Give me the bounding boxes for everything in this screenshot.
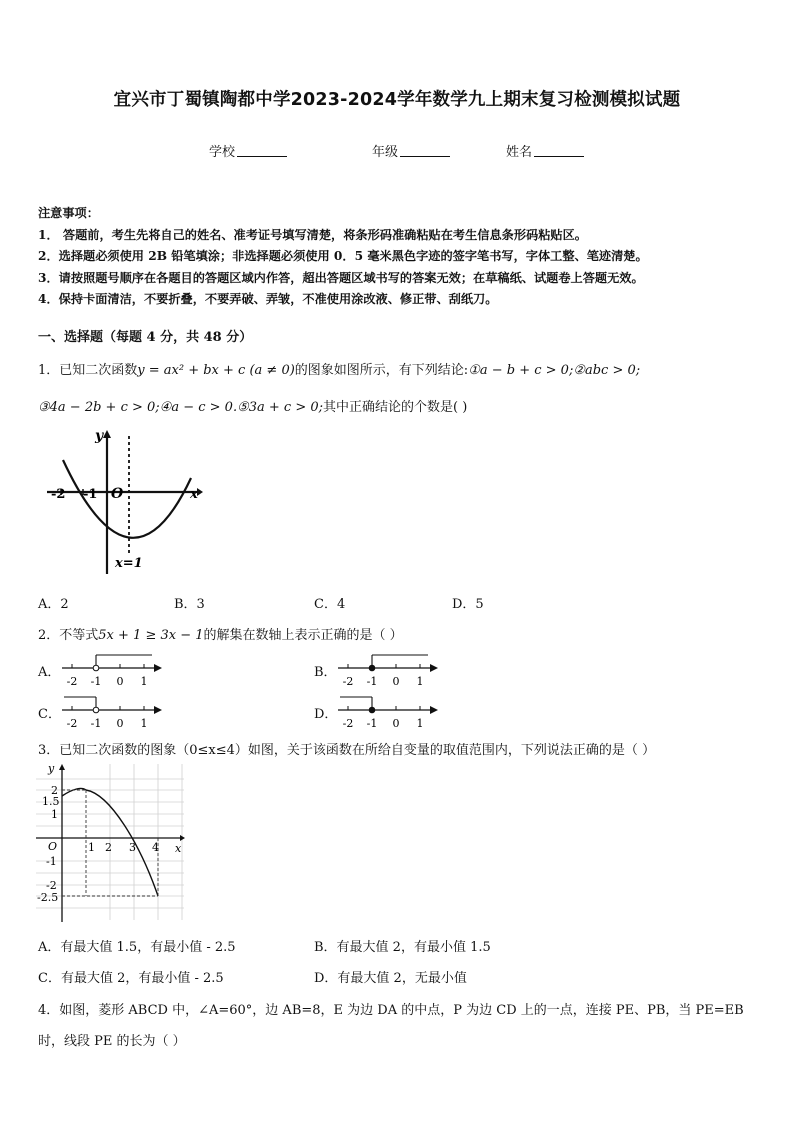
q1-option-d[interactable]: D．5: [452, 597, 484, 612]
question-3: 3．已知二次函数的图象（0≤x≤4）如图，关于该函数在所给自变量的取值范围内，下列说法正确的是（ ）: [38, 743, 656, 758]
q1-conclusion-2: ②abc > 0;: [573, 363, 641, 378]
y-axis-arrow: [103, 430, 111, 438]
section-title: 一、选择题（每题 4 分，共 48 分）: [38, 330, 253, 345]
note-item: 2．选择题必须使用 2B 铅笔填涂；非选择题必须使用 0．5 毫米黑色字迹的签字笔书写，字体工整、笔迹清楚。: [38, 249, 648, 263]
student-info-fields: [0, 141, 794, 161]
q2-option-d-letter: D．: [314, 707, 338, 722]
school-field[interactable]: [209, 141, 287, 160]
q2-number-line-a: [60, 652, 164, 688]
page-title: 宜兴市丁蜀镇陶都中学2023-2024学年数学九上期末复习检测模拟试题: [113, 90, 681, 110]
origin-label: O: [48, 840, 58, 853]
q3-option-c[interactable]: C．有最大值 2，有最小值 - 2.5: [38, 971, 224, 986]
q2-inequality: 5x + 1 ≥ 3x − 1: [98, 628, 204, 643]
question-4-line-1: 4．如图，菱形 ABCD 中，∠A=60°，边 AB=8，E 为边 DA 的中点，P 为边 CD 上的一点，连接 PE、PB，当 PE=EB: [38, 1003, 744, 1018]
q3-option-d[interactable]: D．有最大值 2，无最小值: [314, 971, 467, 986]
q3-graph-figure: [34, 762, 188, 924]
q2-option-a-letter: A．: [38, 665, 61, 680]
y-tick-2: 2: [51, 784, 58, 797]
number-line-tick-label: 1: [140, 675, 148, 688]
q1-prefix: 1．已知二次函数: [38, 363, 138, 378]
open-endpoint: [93, 665, 99, 671]
question-1-line-1: [38, 359, 640, 378]
number-line-tick-label: -2: [66, 717, 78, 730]
q2-prefix: 2．不等式: [38, 628, 99, 643]
q1-option-c[interactable]: C．4: [314, 597, 346, 612]
name-label: 姓名: [506, 145, 533, 160]
origin-label: O: [111, 486, 124, 502]
number-line-tick-label: 0: [392, 717, 400, 730]
number-line-tick-label: -1: [366, 675, 378, 688]
note-item: 3．请按照题号顺序在各题目的答题区域内作答，超出答题区域书写的答案无效；在草稿纸、试题卷上答题无效。: [38, 270, 644, 285]
number-line-tick-label: 0: [116, 717, 124, 730]
number-line-a: [60, 652, 164, 688]
y-tick-neg2-5: -2.5: [37, 891, 59, 904]
q3-option-b[interactable]: B．有最大值 2，有最小值 1.5: [314, 940, 491, 955]
tick-label-neg2: -2: [51, 487, 66, 502]
number-line-tick-label: -1: [90, 675, 102, 688]
q1-conclusion-1: ①a − b + c > 0;: [468, 363, 574, 378]
q1-mid-text: 的图象如图所示，有下列结论:: [294, 363, 469, 378]
question-2: [38, 624, 403, 643]
q1-graph-svg: [45, 426, 205, 578]
tick-label-neg1: -1: [83, 487, 98, 502]
q3-graph-svg: [34, 762, 188, 924]
number-line-arrow: [430, 706, 438, 714]
q2-suffix: 的解集在数轴上表示正确的是（ ）: [203, 628, 403, 643]
number-line-tick-label: 1: [416, 675, 424, 688]
symmetry-axis-label: x=1: [115, 556, 143, 571]
number-line-tick-label: 1: [140, 717, 148, 730]
q1-conclusion-5: ⑤3a + c > 0;: [237, 400, 323, 415]
question-4-line-2: 时，线段 PE 的长为（ ）: [38, 1034, 186, 1049]
q1-suffix: 其中正确结论的个数是( ): [323, 400, 468, 415]
number-line-tick-label: -2: [342, 675, 354, 688]
x-axis-label: x: [175, 842, 182, 855]
x-axis-label: x: [190, 487, 198, 502]
number-line-tick-label: 0: [392, 675, 400, 688]
y-axis-label: y: [48, 762, 55, 775]
q2-number-line-c: [60, 694, 164, 730]
y-tick-neg1: -1: [46, 855, 57, 868]
q1-option-a[interactable]: A．2: [38, 597, 69, 612]
q1-function: y = ax² + bx + c: [137, 363, 246, 378]
number-line-tick-label: -1: [366, 717, 378, 730]
y-tick-1-5: 1.5: [42, 795, 60, 808]
y-tick-1: 1: [51, 808, 58, 821]
q2-option-b[interactable]: [314, 661, 337, 680]
q2-option-a[interactable]: [38, 661, 60, 680]
number-line-arrow: [154, 706, 162, 714]
q2-number-line-d: [336, 694, 440, 730]
notes-heading: 注意事项：: [38, 206, 99, 220]
note-item: 1． 答题前，考生先将自己的姓名、准考证号填写清楚，将条形码准确粘贴在考生信息条形码粘贴区。: [38, 227, 587, 242]
q1-conclusion-3: ③4a − 2b + c > 0;: [38, 400, 160, 415]
y-axis-label: y: [95, 428, 104, 444]
number-line-arrow: [430, 664, 438, 672]
q2-option-c[interactable]: [38, 703, 61, 722]
number-line-c: [60, 694, 164, 730]
q2-option-b-letter: B．: [314, 665, 337, 680]
q2-option-d[interactable]: [314, 703, 337, 722]
notes-block: [38, 203, 768, 311]
q3-option-a[interactable]: A．有最大值 1.5，有最小值 - 2.5: [38, 940, 236, 955]
y-tick-neg2: -2: [46, 879, 57, 892]
q2-number-line-b: [336, 652, 440, 688]
x-axis-arrow: [197, 488, 203, 496]
question-1-line-2: [38, 396, 467, 415]
q2-option-c-letter: C．: [38, 707, 61, 722]
number-line-tick-label: -2: [342, 717, 354, 730]
grade-label: 年级: [372, 145, 399, 160]
number-line-d: [336, 694, 440, 730]
note-item: 4．保持卡面清洁，不要折叠，不要弄破、弄皱，不准使用涂改液、修正带、刮纸刀。: [38, 292, 498, 306]
closed-endpoint: [369, 665, 375, 671]
y-axis-arrow: [59, 764, 65, 770]
name-field[interactable]: [506, 141, 584, 160]
x-axis-arrow: [180, 835, 185, 841]
number-line-arrow: [154, 664, 162, 672]
open-endpoint: [93, 707, 99, 713]
q1-condition: (a ≠ 0): [249, 363, 295, 378]
number-line-b: [336, 652, 440, 688]
number-line-tick-label: -1: [90, 717, 102, 730]
closed-endpoint: [369, 707, 375, 713]
grade-field[interactable]: [372, 141, 450, 160]
school-label: 学校: [209, 145, 236, 160]
number-line-tick-label: 1: [416, 717, 424, 730]
q1-option-b[interactable]: B．3: [174, 597, 205, 612]
number-line-tick-label: 0: [116, 675, 124, 688]
number-line-tick-label: -2: [66, 675, 78, 688]
x-tick-4: 4: [152, 841, 159, 854]
q1-conclusion-4: ④a − c > 0.: [159, 400, 238, 415]
x-tick-1: 1: [88, 841, 95, 854]
x-tick-3: 3: [129, 841, 136, 854]
x-tick-2: 2: [105, 841, 112, 854]
q1-parabola-figure: [45, 426, 205, 578]
